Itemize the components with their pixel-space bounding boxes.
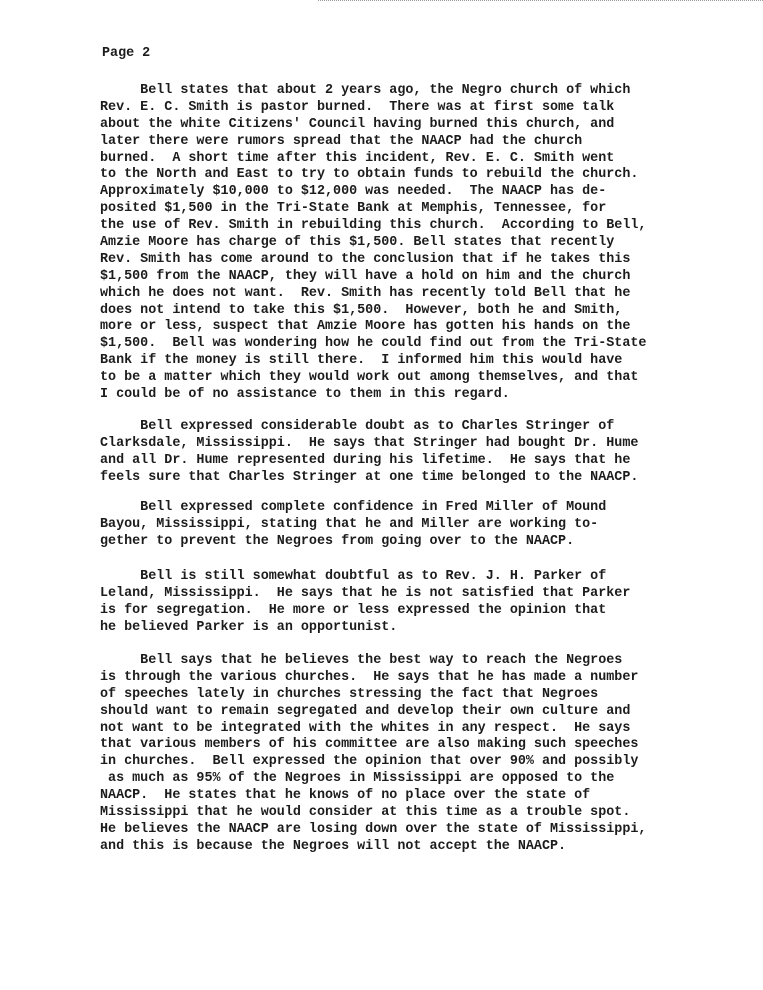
- text-line: gether to prevent the Negroes from going over to the NAACP.: [100, 533, 575, 549]
- text-line: Leland, Mississippi. He says that he is not satisfied that Parker: [100, 585, 631, 601]
- text-line: Amzie Moore has charge of this $1,500. Bell states that recently: [100, 235, 615, 251]
- paragraph-3: [100, 500, 606, 551]
- text-line: Bell is still somewhat doubtful as to Rev. J. H. Parker of: [100, 569, 607, 584]
- text-line: Bayou, Mississippi, stating that he and Miller are working to-: [100, 516, 599, 532]
- text-line: that various members of his committee are also making such speeches: [100, 737, 639, 753]
- text-line: and all Dr. Hume represented during his lifetime. He says that he: [100, 452, 631, 468]
- paragraph-5: [100, 653, 646, 856]
- text-line: more or less, suspect that Amzie Moore has gotten his hands on the: [100, 319, 631, 335]
- text-line: he believed Parker is an opportunist.: [100, 619, 398, 635]
- text-line: $1,500. Bell was wondering how he could find out from the Tri-State: [100, 336, 647, 352]
- text-line: Rev. Smith has come around to the conclusion that if he takes this: [100, 251, 631, 267]
- text-line: I could be of no assistance to them in this regard.: [100, 387, 510, 403]
- text-line: He believes the NAACP are losing down over the state of Mississippi,: [100, 821, 647, 837]
- text-line: Mississippi that he would consider at this time as a trouble spot.: [100, 805, 631, 821]
- text-line: is through the various churches. He says that he has made a number: [100, 669, 639, 685]
- text-line: feels sure that Charles Stringer at one time belonged to the NAACP.: [100, 469, 639, 485]
- paragraph-4: [100, 569, 630, 637]
- paragraph-2: [100, 419, 638, 487]
- text-line: Rev. E. C. Smith is pastor burned. There was at first some talk: [100, 99, 615, 115]
- text-line: Bank if the money is still there. I informed him this would have: [100, 353, 623, 369]
- text-line: about the white Citizens' Council having burned this church, and: [100, 116, 615, 132]
- text-line: Bell states that about 2 years ago, the Negro church of which: [100, 83, 631, 98]
- text-line: the use of Rev. Smith in rebuilding this church. According to Bell,: [100, 218, 647, 234]
- text-line: Bell expressed complete confidence in Fred Miller of Mound: [100, 500, 607, 515]
- text-line: of speeches lately in churches stressing the fact that Negroes: [100, 686, 599, 702]
- text-line: which he does not want. Rev. Smith has recently told Bell that he: [100, 285, 631, 301]
- text-line: burned. A short time after this incident, Rev. E. C. Smith went: [100, 150, 615, 166]
- text-line: NAACP. He states that he knows of no place over the state of: [100, 788, 591, 804]
- text-line: should want to remain segregated and develop their own culture and: [100, 703, 631, 719]
- text-line: to be a matter which they would work out among themselves, and that: [100, 370, 639, 386]
- text-line: $1,500 from the NAACP, they will have a hold on him and the church: [100, 268, 631, 284]
- paragraph-1: [100, 83, 646, 404]
- text-line: does not intend to take this $1,500. However, both he and Smith,: [100, 302, 623, 318]
- text-line: is for segregation. He more or less expressed the opinion that: [100, 602, 607, 618]
- text-line: Bell says that he believes the best way to reach the Negroes: [100, 653, 623, 668]
- text-line: posited $1,500 in the Tri-State Bank at Memphis, Tennessee, for: [100, 201, 607, 217]
- text-line: Bell expressed considerable doubt as to Charles Stringer of: [100, 419, 615, 434]
- text-line: not want to be integrated with the whites in any respect. He says: [100, 720, 631, 736]
- page-number: Page 2: [102, 46, 151, 61]
- text-line: and this is because the Negroes will not accept the NAACP.: [100, 838, 567, 854]
- text-line: later there were rumors spread that the NAACP had the church: [100, 133, 583, 149]
- text-line: Approximately $10,000 to $12,000 was needed. The NAACP has de-: [100, 184, 607, 200]
- text-line: in churches. Bell expressed the opinion that over 90% and possibly: [100, 754, 639, 770]
- text-line: Clarksdale, Mississippi. He says that Stringer had bought Dr. Hume: [100, 435, 639, 451]
- text-line: to the North and East to try to obtain funds to rebuild the church.: [100, 167, 639, 183]
- text-line: as much as 95% of the Negroes in Mississippi are opposed to the: [100, 771, 615, 787]
